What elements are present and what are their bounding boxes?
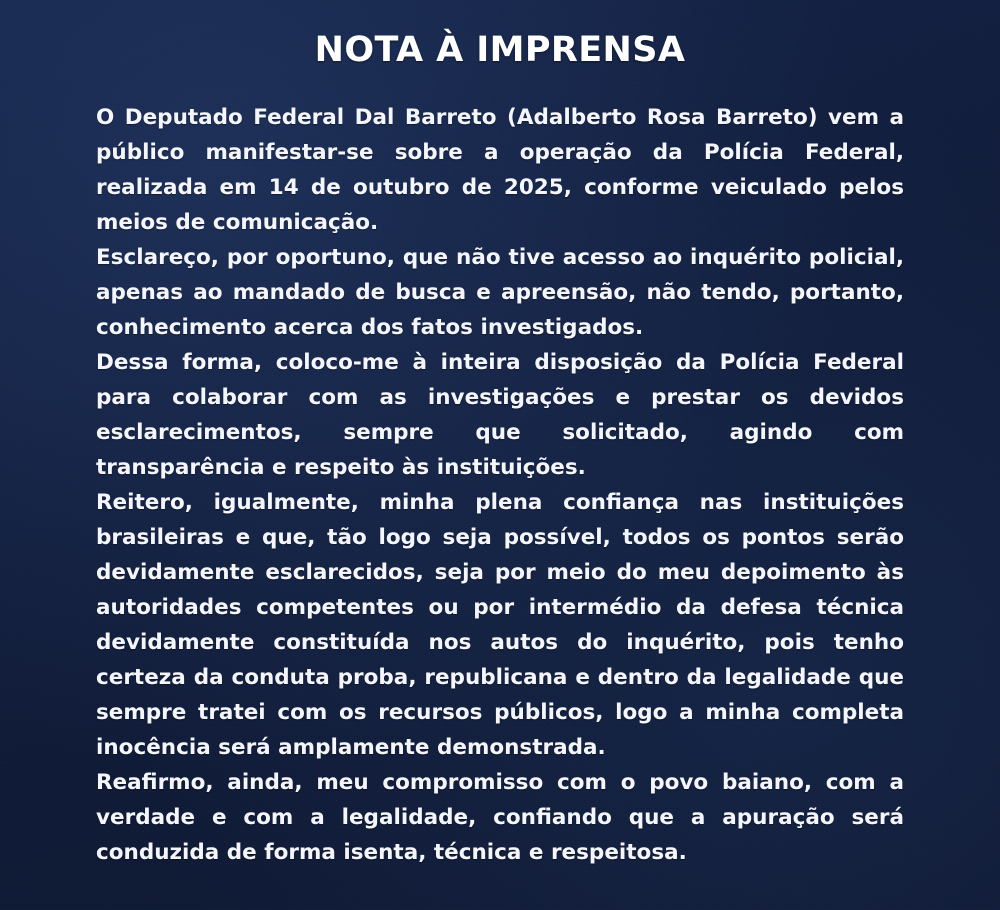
press-release-body xyxy=(96,100,904,870)
paragraph-5: Reafirmo, ainda, meu compromisso com o povo baiano, com a verdade e com a legalidade, confiando que a apuração será conduzida de forma isenta, técnica e respeitosa. xyxy=(96,770,904,865)
paragraph-1: O Deputado Federal Dal Barreto (Adalberto Rosa Barreto) vem a público manifestar-se sobre a operação da Polícia Federal, realizada em 14 de outubro de 2025, conforme veiculado pelos meios de comunicação. xyxy=(96,105,904,235)
paragraph-3: Dessa forma, coloco-me à inteira disposição da Polícia Federal para colaborar com as investigações e prestar os devidos esclarecimentos, sempre que solicitado, agindo com transparência e respeito às instituições. xyxy=(96,350,904,480)
page-title: NOTA À IMPRENSA xyxy=(314,30,686,70)
paragraph-4: Reitero, igualmente, minha plena confiança nas instituições brasileiras e que, tão logo seja possível, todos os pontos serão devidamente esclarecidos, seja por meio do meu depoimento às autoridades competentes ou por intermédio da defesa técnica devidamente constituída nos autos do inquérito, pois tenho certeza da conduta proba, republicana e dentro da legalidade que sempre tratei com os recursos públicos, logo a minha completa inocência será amplamente demonstrada. xyxy=(96,490,904,760)
paragraph-2: Esclareço, por oportuno, que não tive acesso ao inquérito policial, apenas ao mandado de busca e apreensão, não tendo, portanto, conhecimento acerca dos fatos investigados. xyxy=(96,245,904,340)
